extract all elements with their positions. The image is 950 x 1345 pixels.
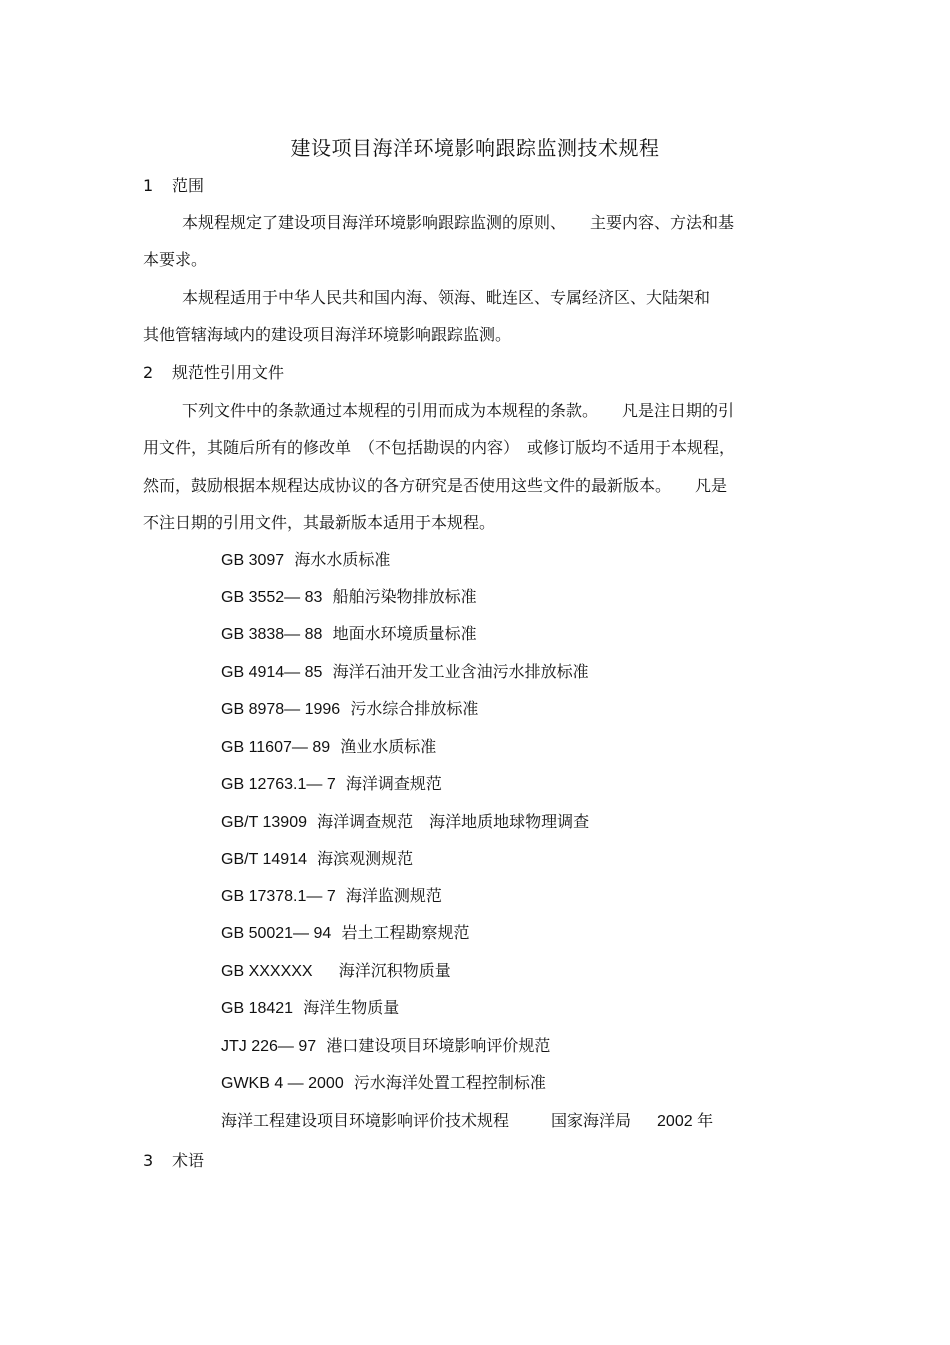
reference-code: GB/T 14914 [221,851,307,868]
reference-item [221,550,390,571]
reference-name: 岩土工程勘察规范 [341,923,470,942]
reference-name: 海洋调查规范 海洋地质地球物理调查 [317,812,590,831]
section-3-number: 3 [143,1151,154,1170]
reference-name: 污水海洋处置工程控制标准 [353,1073,546,1092]
reference-year: 2002 年 [657,1113,714,1130]
reference-name: 海洋生物质量 [303,998,400,1017]
reference-code: GB 17378.1— 7 [221,888,336,905]
section-2-number: 2 [143,363,154,382]
reference-item [221,1073,546,1094]
reference-item [221,998,399,1019]
reference-item [221,886,442,907]
reference-code: GB 3097 [221,552,285,569]
reference-name: 海洋调查规范 [345,774,442,793]
section-2-title: 规范性引用文件 [172,363,285,382]
reference-code: GWKB 4 — 2000 [221,1075,344,1092]
reference-item [221,774,442,795]
reference-name: 船舶污染物排放标准 [332,587,477,606]
reference-name: 地面水环境质量标准 [332,624,477,643]
reference-issuer: 国家海洋局 [551,1111,632,1130]
section-1-para-1-line-1: 本规程规定了建设项目海洋环境影响跟踪监测的原则、 主要内容、方法和基 [182,213,735,232]
reference-code: GB 3838— 88 [221,626,323,643]
reference-code: GB 50021— 94 [221,925,332,942]
reference-name: 海洋监测规范 [345,886,442,905]
reference-item [221,737,436,758]
reference-item [221,961,451,982]
reference-item [221,662,589,683]
reference-name: 海滨观测规范 [317,849,414,868]
reference-code: GB XXXXXX [221,963,313,980]
reference-code: GB 8978— 1996 [221,701,341,718]
section-2-para-line-4: 不注日期的引用文件，其最新版本适用于本规程。 [143,513,496,532]
section-2-para-line-2: 用文件，其随后所有的修改单 （不包括勘误的内容） 或修订版均不适用于本规程， [143,438,736,457]
reference-name: 海洋石油开发工业含油污水排放标准 [332,662,589,681]
section-1-title: 范围 [172,176,205,195]
reference-item [221,849,413,870]
reference-code: GB 12763.1— 7 [221,776,336,793]
reference-item-last [221,1111,713,1132]
section-1-para-1-line-2: 本要求。 [143,250,208,269]
reference-code: GB 18421 [221,1000,294,1017]
reference-name: 海水水质标准 [294,550,391,569]
reference-code: GB 4914— 85 [221,664,323,681]
reference-name: 海洋沉积物质量 [322,961,451,980]
section-2-para-line-1: 下列文件中的条款通过本规程的引用而成为本规程的条款。 凡是注日期的引 [182,401,735,420]
reference-name: 海洋工程建设项目环境影响评价技术规程 [221,1111,510,1130]
reference-name: 港口建设项目环境影响评价规范 [326,1036,551,1055]
section-2-para-line-3: 然而，鼓励根据本规程达成协议的各方研究是否使用这些文件的最新版本。 凡是 [143,476,728,495]
reference-item [221,587,477,608]
reference-item [221,1036,550,1057]
section-3-heading [143,1151,204,1171]
section-1-para-2-line-1: 本规程适用于中华人民共和国内海、领海、毗连区、专属经济区、大陆架和 [182,288,711,307]
reference-name: 渔业水质标准 [340,737,437,756]
section-3-title: 术语 [172,1151,205,1170]
reference-item [221,624,477,645]
reference-code: GB 3552— 83 [221,589,323,606]
reference-item [221,923,469,944]
section-1-heading [143,176,204,196]
section-1-para-2-line-2: 其他管辖海域内的建设项目海洋环境影响跟踪监测。 [143,325,512,344]
section-1-number: 1 [143,176,154,195]
document-title: 建设项目海洋环境影响跟踪监测技术规程 [290,136,660,160]
reference-item [221,699,478,720]
reference-code: GB/T 13909 [221,814,307,831]
reference-name: 污水综合排放标准 [350,699,479,718]
reference-item [221,812,589,833]
section-2-heading [143,363,284,383]
reference-code: JTJ 226— 97 [221,1038,317,1055]
reference-code: GB 11607— 89 [221,739,331,756]
